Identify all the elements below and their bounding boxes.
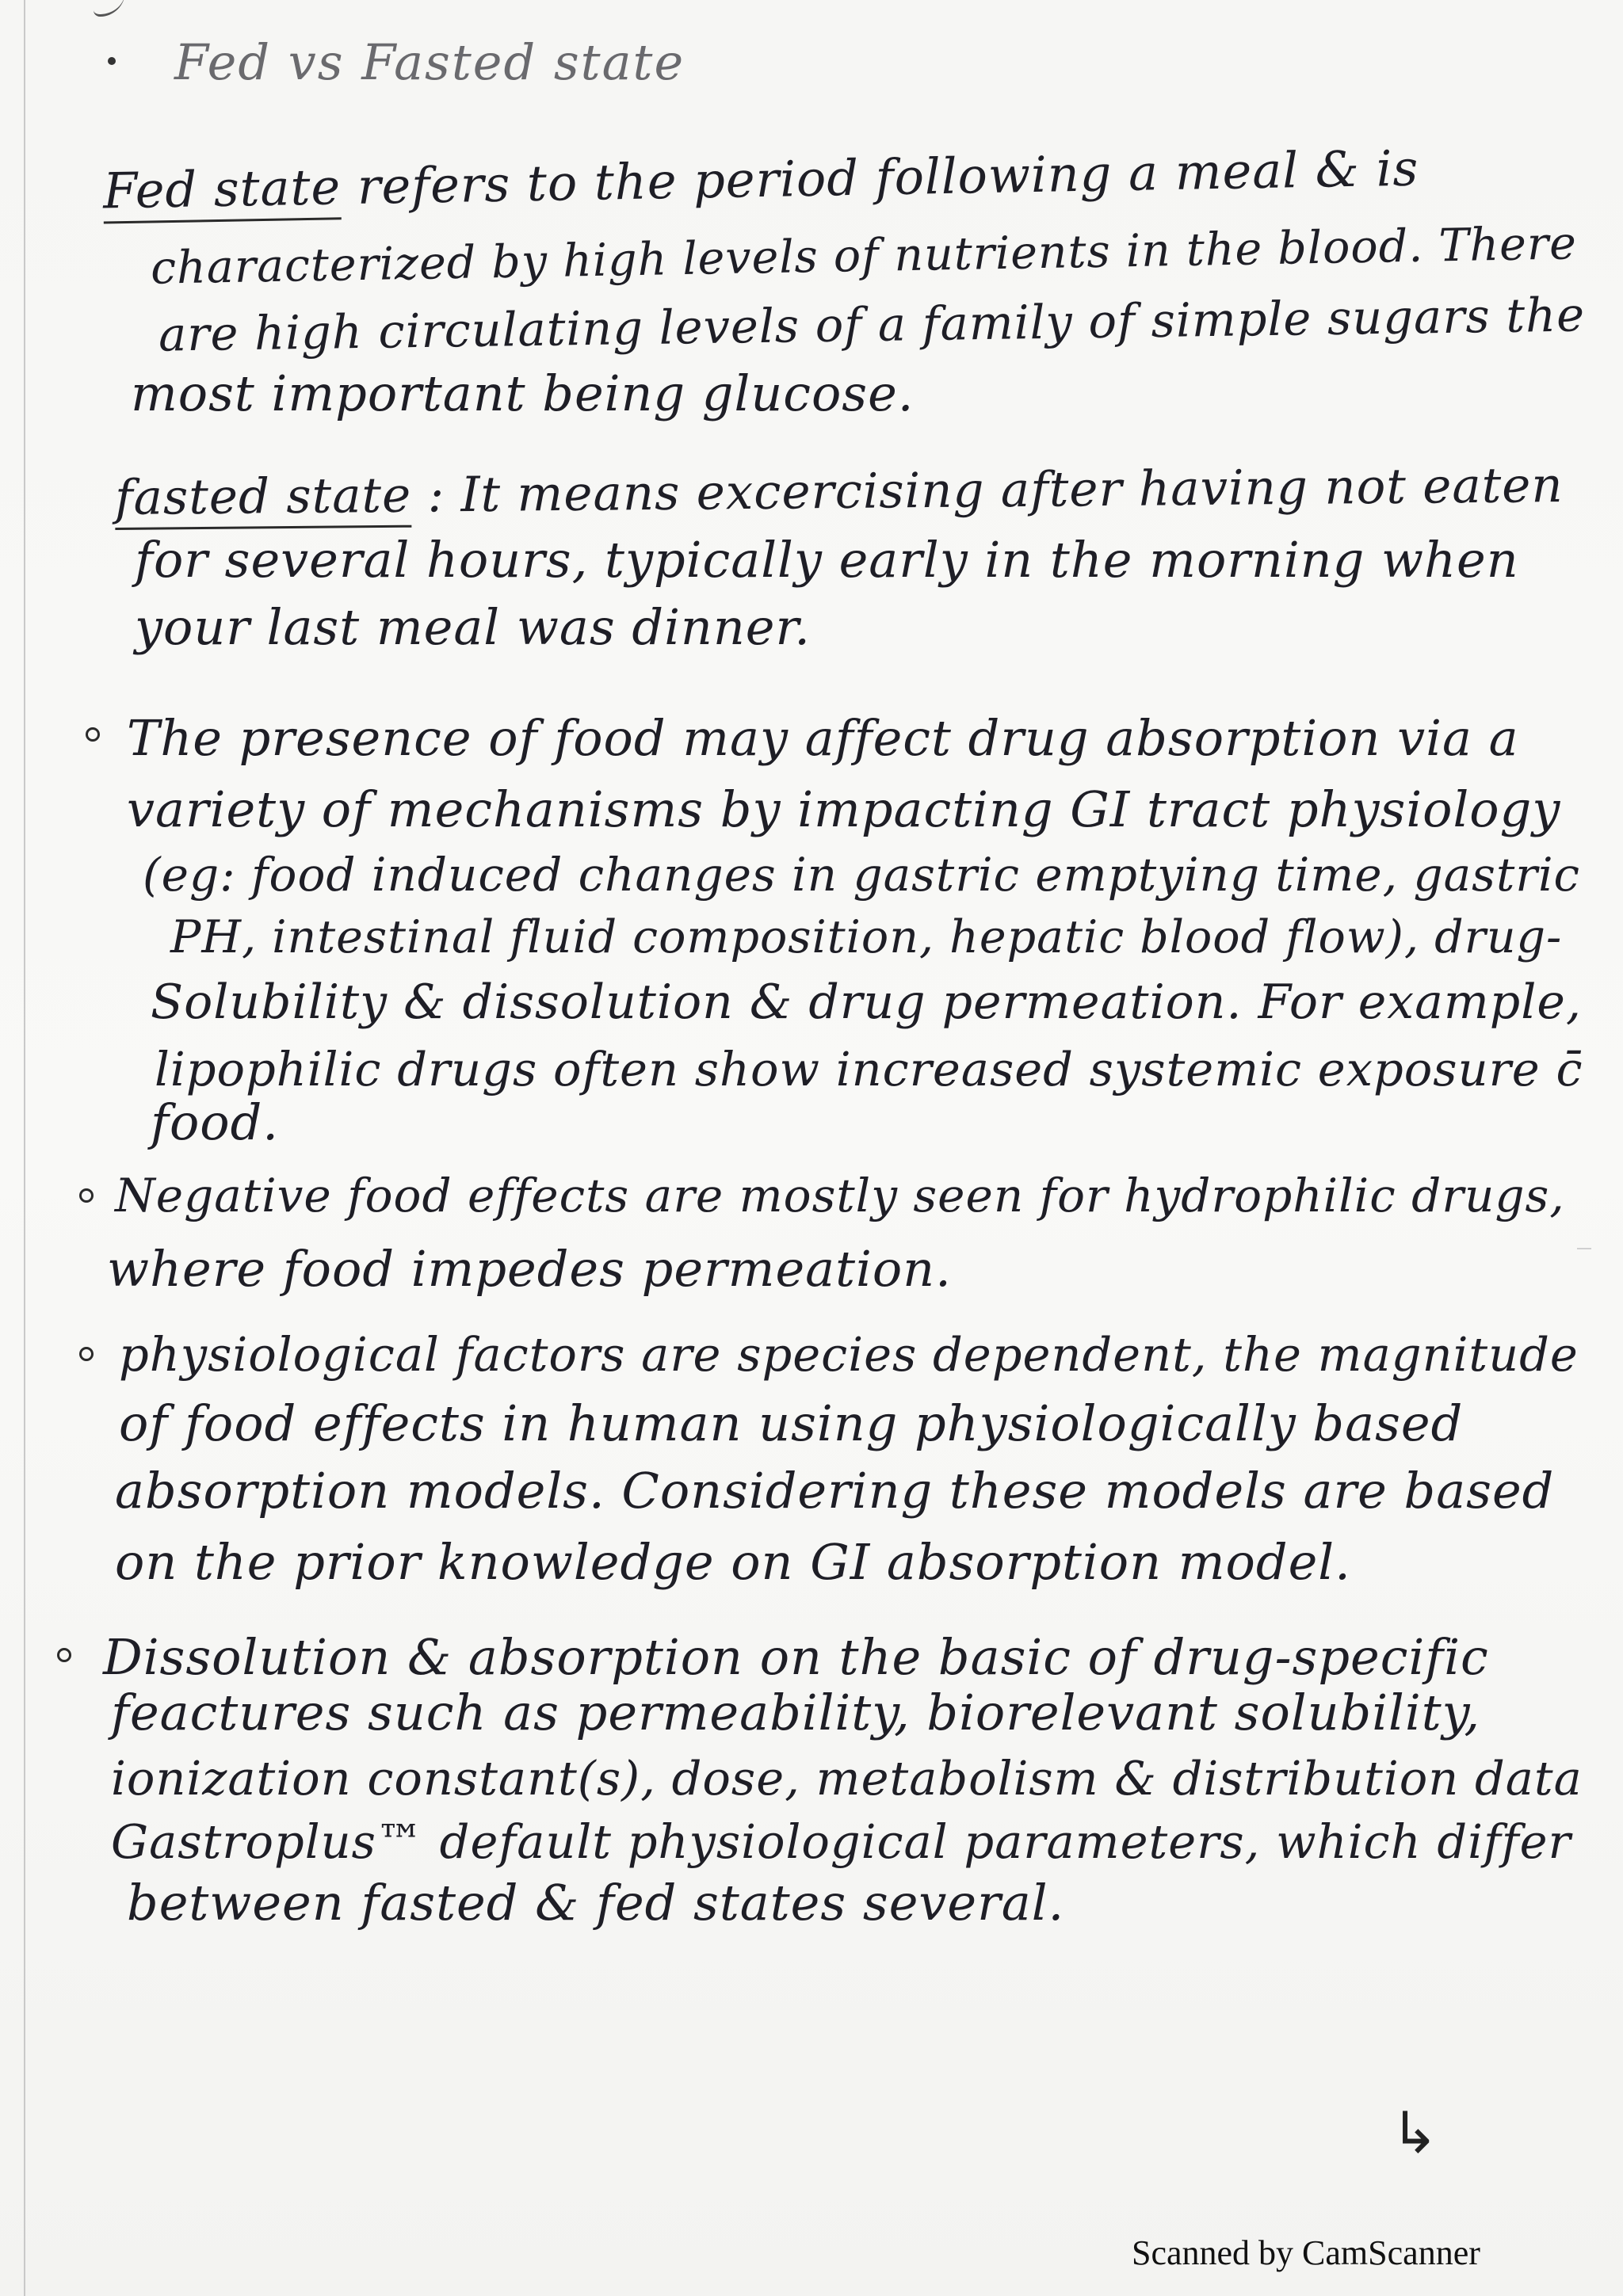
bullet-1-line-4: PH, intestinal fluid composition, hepatic blood flow), drug-	[170, 911, 1563, 963]
fed-state-line-3: are high circulating levels of a family of simple sugars the	[158, 287, 1586, 362]
bullet-marker	[79, 1188, 94, 1203]
title-bullet-dot	[108, 57, 116, 65]
fasted-state-line-3: your last meal was dinner.	[135, 598, 812, 656]
margin-line	[24, 0, 25, 2296]
bullet-marker	[86, 727, 100, 742]
bullet-1-line-7: food.	[151, 1093, 279, 1151]
bullet-1-line-6: lipophilic drugs often show increased systemic exposure c̄	[155, 1042, 1583, 1097]
bullet-4-line-3: ionization constant(s), dose, metabolism & distribution data	[111, 1751, 1583, 1806]
bullet-2-line-1: Negative food effects are mostly seen for hydrophilic drugs,	[115, 1169, 1565, 1222]
bullet-1-line-5: Solubility & dissolution & drug permeation. For example,	[151, 974, 1582, 1030]
fasted-state-line-2: for several hours, typically early in the morning when	[135, 531, 1519, 589]
bullet-3-line-2: of food effects in human using physiologically based	[119, 1394, 1464, 1452]
bullet-1-line-3: (eg: food induced changes in gastric emptying time, gastric	[143, 848, 1581, 902]
bullet-1-line-2: variety of mechanisms by impacting GI tract physiology	[127, 780, 1561, 838]
fed-state-line-2: characterized by high levels of nutrients in the blood. There	[150, 217, 1578, 295]
bullet-marker	[79, 1347, 94, 1361]
fed-state-term: Fed state	[102, 158, 341, 223]
fed-state-line-4: most important being glucose.	[131, 364, 915, 422]
fed-state-line-1	[102, 139, 1419, 220]
bullet-3-line-4: on the prior knowledge on GI absorption model.	[115, 1533, 1351, 1591]
fasted-state-line-1	[115, 457, 1564, 526]
scanner-watermark: Scanned by CamScanner	[1132, 2233, 1480, 2272]
fasted-state-term: fasted state	[115, 467, 412, 530]
fasted-state-text: : It means excercising after having not eaten	[427, 457, 1564, 524]
page-turn-arrow-icon: ↳	[1391, 2100, 1439, 2166]
top-scribble	[94, 0, 125, 17]
fed-state-text: refers to the period following a meal & is	[357, 139, 1419, 215]
margin-tick	[1577, 1248, 1591, 1249]
bullet-4-line-5: between fasted & fed states several.	[127, 1874, 1065, 1932]
bullet-3-line-3: absorption models. Considering these models are based	[115, 1462, 1555, 1520]
bullet-1-line-1: The presence of food may affect drug absorption via a	[127, 709, 1519, 767]
bullet-marker	[57, 1648, 71, 1662]
bullet-4-line-4: Gastroplus™ default physiological parameters, which differ	[111, 1814, 1571, 1869]
bullet-3-line-1: physiological factors are species dependent, the magnitude	[119, 1327, 1579, 1382]
page-title: Fed vs Fasted state	[174, 33, 685, 91]
bullet-4-line-2: feactures such as permeability, biorelevant solubility,	[111, 1684, 1481, 1741]
bullet-2-line-2: where food impedes permeation.	[107, 1240, 952, 1298]
bullet-4-line-1: Dissolution & absorption on the basic of drug-specific	[103, 1628, 1489, 1686]
